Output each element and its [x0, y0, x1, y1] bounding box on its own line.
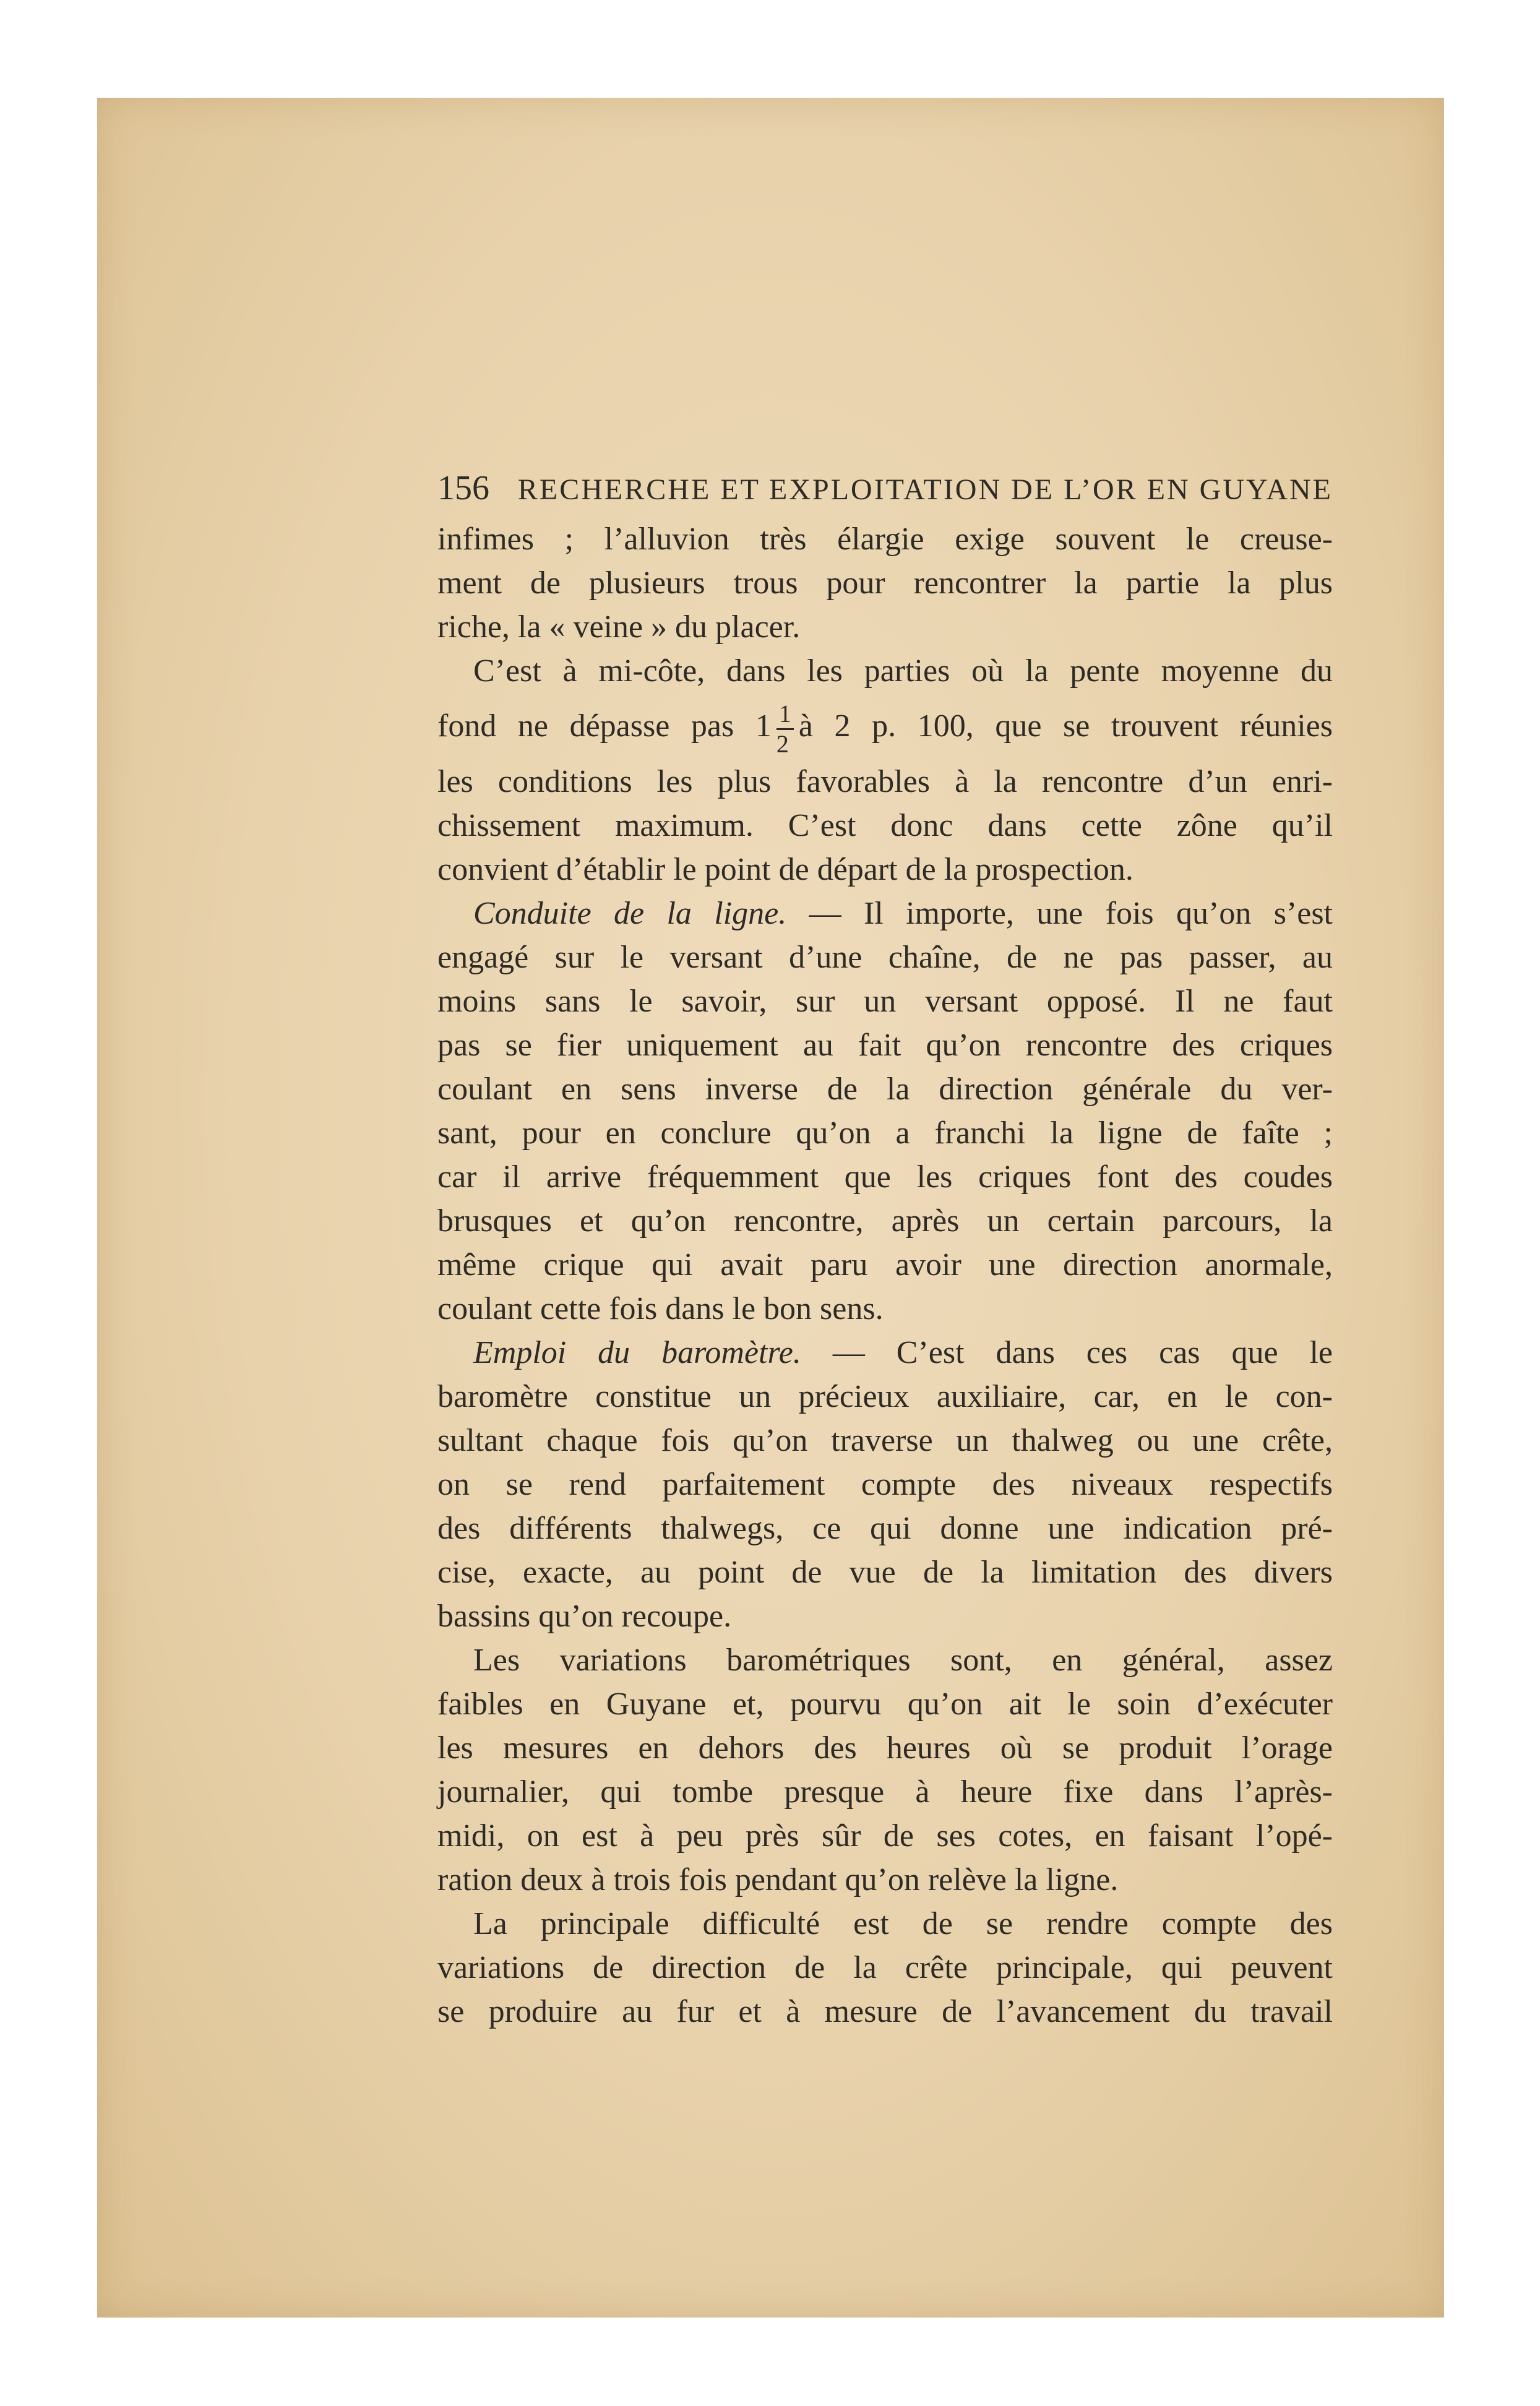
text-line: sultant chaque fois qu’on traverse un thalweg ou une crête,	[437, 1423, 1333, 1458]
text-line: sant, pour en conclure qu’on a franchi la ligne de faîte ;	[437, 1115, 1333, 1151]
fraction-denominator: 2	[776, 729, 789, 758]
text-line: car il arrive fréquemment que les criques font des coudes	[437, 1159, 1333, 1195]
page-header	[437, 469, 1333, 507]
text-line: les conditions les plus favorables à la rencontre d’un enri-	[437, 764, 1333, 799]
text-line	[437, 1331, 1333, 1375]
text-line: La principale difficulté est de se rendre compte des	[473, 1906, 1333, 1941]
text-line: engagé sur le versant d’une chaîne, de ne pas passer, au	[437, 940, 1333, 975]
text-line: ration deux à trois fois pendant qu’on relève la ligne.	[437, 1862, 1119, 1897]
text-line: des différents thalwegs, ce qui donne une indication pré-	[437, 1511, 1333, 1546]
text-line: chissement maximum. C’est donc dans cette zône qu’il	[437, 808, 1333, 843]
text-segment: — Il importe, une fois qu’on s’est	[809, 896, 1333, 931]
text-line: infimes ; l’alluvion très élargie exige souvent le creuse-	[437, 522, 1333, 557]
section-title: Conduite de la ligne.	[473, 896, 787, 931]
text-segment: fond ne dépasse pas 1	[437, 708, 772, 744]
text-line	[437, 892, 1333, 935]
text-line: bassins qu’on recoupe.	[437, 1599, 732, 1634]
page-text	[437, 469, 1333, 2034]
text-line: variations de direction de la crête principale, qui peuvent	[437, 1950, 1333, 1985]
section-title: Emploi du baromètre.	[473, 1335, 801, 1370]
text-line: Les variations barométriques sont, en général, assez	[473, 1643, 1333, 1678]
text-segment: — C’est dans ces cas que le	[832, 1335, 1333, 1370]
fraction-numerator: 1	[776, 700, 794, 730]
text-line: coulant en sens inverse de la direction générale du ver-	[437, 1072, 1333, 1107]
text-line: midi, on est à peu près sûr de ses cotes, en faisant l’opé-	[437, 1818, 1333, 1854]
text-segment: à 2 p. 100, que se trouvent réunies	[798, 708, 1333, 744]
text-line: pas se fier uniquement au fait qu’on rencontre des criques	[437, 1028, 1333, 1063]
text-line: riche, la « veine » du placer.	[437, 609, 801, 645]
text-line: cise, exacte, au point de vue de la limitation des divers	[437, 1555, 1333, 1590]
text-line: C’est à mi-côte, dans les parties où la pente moyenne du	[473, 653, 1333, 689]
text-line: ment de plusieurs trous pour rencontrer la partie la plus	[437, 565, 1333, 601]
text-line-with-fraction	[437, 693, 1333, 760]
text-line: brusques et qu’on rencontre, après un certain parcours, la	[437, 1203, 1333, 1239]
text-line: moins sans le savoir, sur un versant opposé. Il ne faut	[437, 984, 1333, 1019]
text-line: même crique qui avait paru avoir une direction anormale,	[437, 1247, 1333, 1282]
running-title: RECHERCHE ET EXPLOITATION DE L’OR EN GUYANE	[517, 473, 1333, 506]
text-line: on se rend parfaitement compte des niveaux respectifs	[437, 1467, 1333, 1502]
text-line: convient d’établir le point de départ de la prospection.	[437, 852, 1133, 887]
page-number: 156	[437, 469, 489, 507]
text-line: les mesures en dehors des heures où se produit l’orage	[437, 1730, 1333, 1766]
text-line: baromètre constitue un précieux auxiliaire, car, en le con-	[437, 1379, 1333, 1414]
book-page	[97, 98, 1444, 2318]
text-line: se produire au fur et à mesure de l’avancement du travail	[437, 1994, 1333, 2029]
text-line: journalier, qui tombe presque à heure fixe dans l’après-	[437, 1774, 1333, 1810]
fraction	[776, 700, 794, 758]
text-line: coulant cette fois dans le bon sens.	[437, 1291, 884, 1326]
text-line: faibles en Guyane et, pourvu qu’on ait le soin d’exécuter	[437, 1686, 1333, 1722]
